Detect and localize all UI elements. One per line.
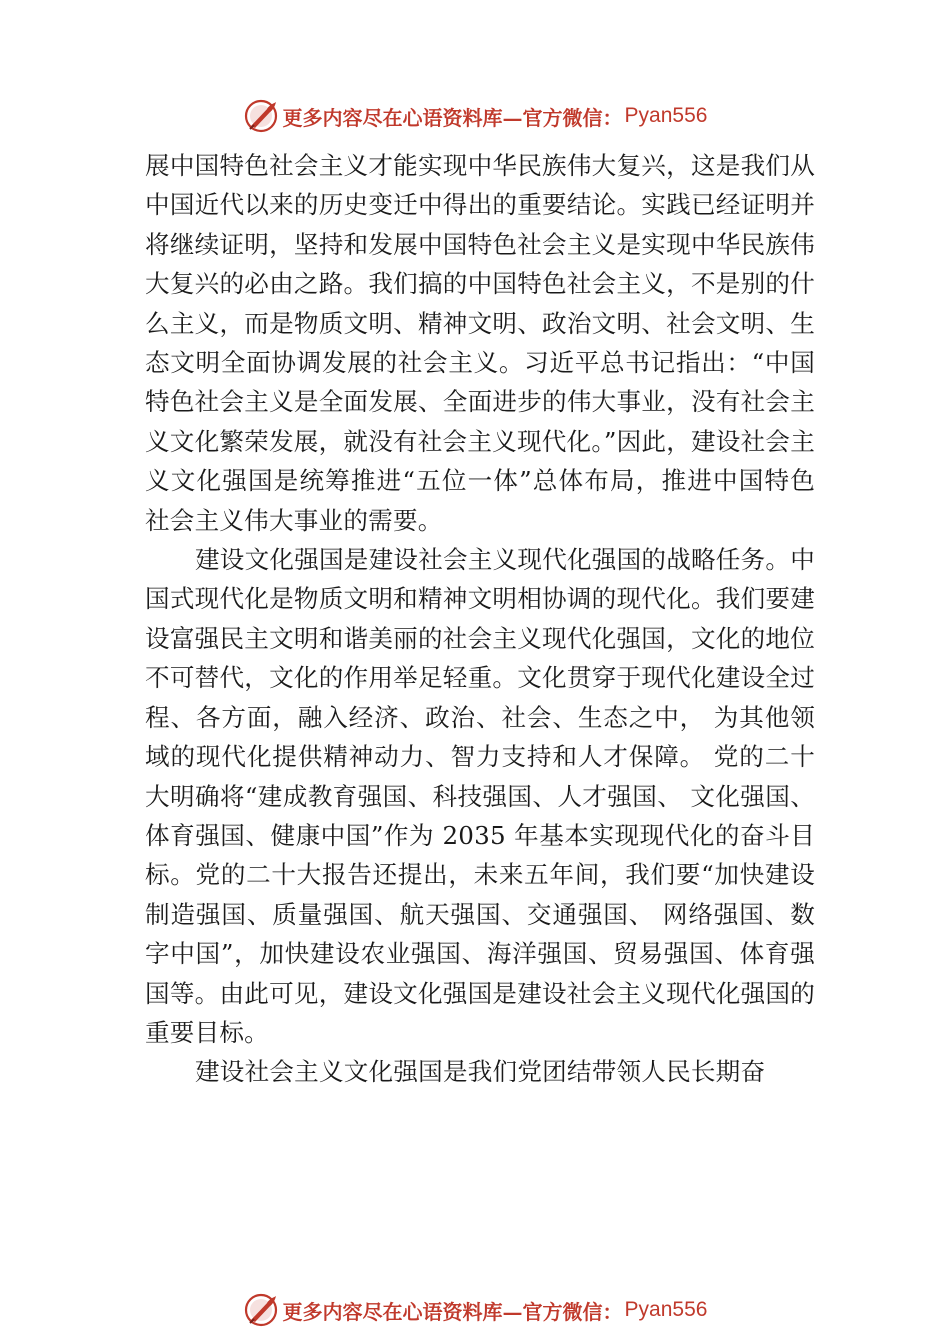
paragraph: 展中国特色社会主义才能实现中华民族伟大复兴，这是我们从中国近代以来的历史变迁中得出的重要结论。实践已经证明并将继续证明，坚持和发展中国特色社会主义是实现中华民族伟大复兴的必由之路。我们搞的中国特色社会主义，不是别的什么主义，而是物质文明、精神文明、政治文明、社会文明、生态文明全面协调发展的社会主义。习近平总书记指出：“中国特色社会主义是全面发展、全面进步的伟大事业，没有社会主义文化繁荣发展，就没有社会主义现代化。”因此，建设社会主义文化强国是统筹推进“五位一体”总体布局，推进中国特色社会主义伟大事业的需要。 [145,151,815,535]
document-body [145,146,815,1092]
footer-banner [0,1288,950,1332]
paragraph: 建设社会主义文化强国是我们党团结带领人民长期奋 [195,1057,766,1087]
paragraph: 建设文化强国是建设社会主义现代化强国的战略任务。中国式现代化是物质文明和精神文明相协调的现代化。我们要建设富强民主文明和谐美丽的社会主义现代化强国，文化的地位不可替代，文化的作用举足轻重。文化贯穿于现代化建设全过程、各方面，融入经济、政治、社会、生态之中， 为其他领域的现代化提供精神动力、智力支持和人才保障。 党的二十大明确将“建成教育强国、科技强国、人才强国、 文化强国、体育强国、健康中国”作为 2035 年基本实现现代化的奋斗目标。党的二十大报告还提出，未来五年间，我们要“加快建设制造强国、质量强国、航天强国、交通强国、 网络强国、数字中国”，加快建设农业强国、海洋强国、贸易强国、体育强国等。由此可见，建设文化强国是建设社会主义现代化强国的重要目标。 [145,545,815,1047]
quill-pen-logo-icon [243,1292,279,1328]
banner-wechat-handle: Pyan556 [624,1298,708,1321]
banner-brand-text: 更多内容尽在心语资料库—官方微信： [282,1299,623,1324]
quill-pen-logo-icon [243,98,279,134]
banner-brand-text: 更多内容尽在心语资料库—官方微信： [282,105,623,130]
header-banner [0,94,950,138]
banner-wechat-handle: Pyan556 [624,104,708,127]
